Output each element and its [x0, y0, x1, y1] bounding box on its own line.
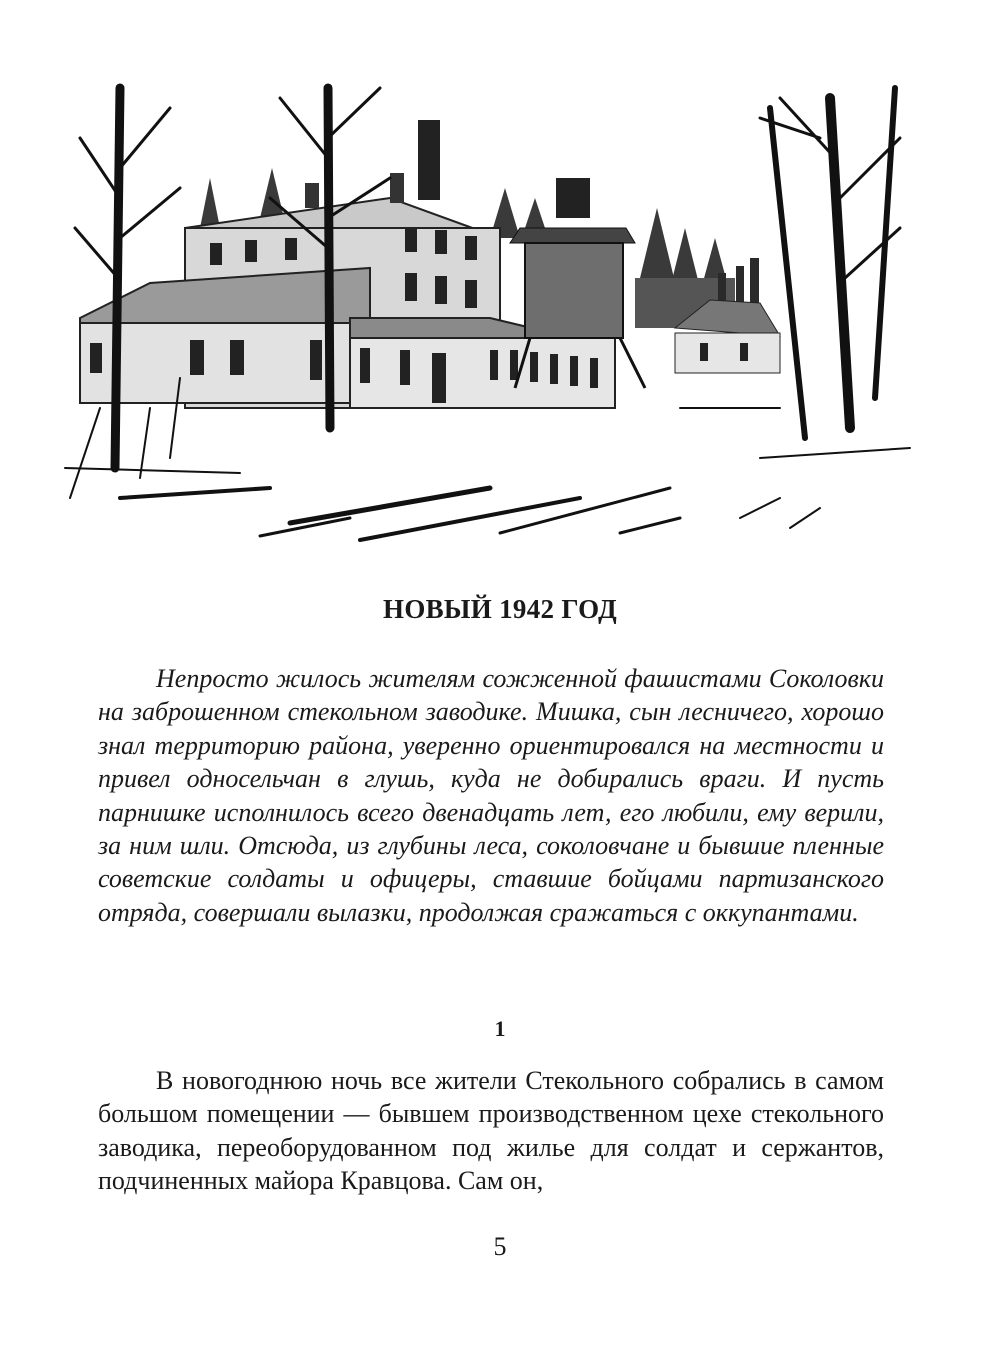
chapter-intro: Непросто жилось жителям сожженной фашистами Соколовки на заброшенном стекольном заводике. Мишка, сын лесничего, хорошо знал территорию района, уверенно ориентировался на местности и привел односельчан в глушь, куда не добирались враги. И пусть парнишке исполнилось всего двенадцать лет, его любили, ему верили, за ним шли. Отсюда, из глубины леса, соколовчане и бывшие пленные советские солдаты и офицеры, ставшие бойцами партизанского отряда, совершали вылазки, продолжая сражаться с оккупантами. — [98, 664, 884, 927]
chapter-title: НОВЫЙ 1942 ГОД — [383, 594, 617, 624]
snow-ground — [65, 408, 910, 540]
page-number: 5 — [493, 1232, 507, 1261]
winter-factory-illustration — [60, 78, 920, 548]
section-body-text: В новогоднюю ночь все жители Стекольного собрались в самом большом помещении — бывшем производственном цехе стекольного заводика, переоборудованном под жилье для солдат и сержантов, подчиненных майора Кравцова. Сам он, — [98, 1066, 884, 1196]
section-number: 1 — [494, 1016, 506, 1041]
illustration-drawing — [60, 78, 920, 548]
